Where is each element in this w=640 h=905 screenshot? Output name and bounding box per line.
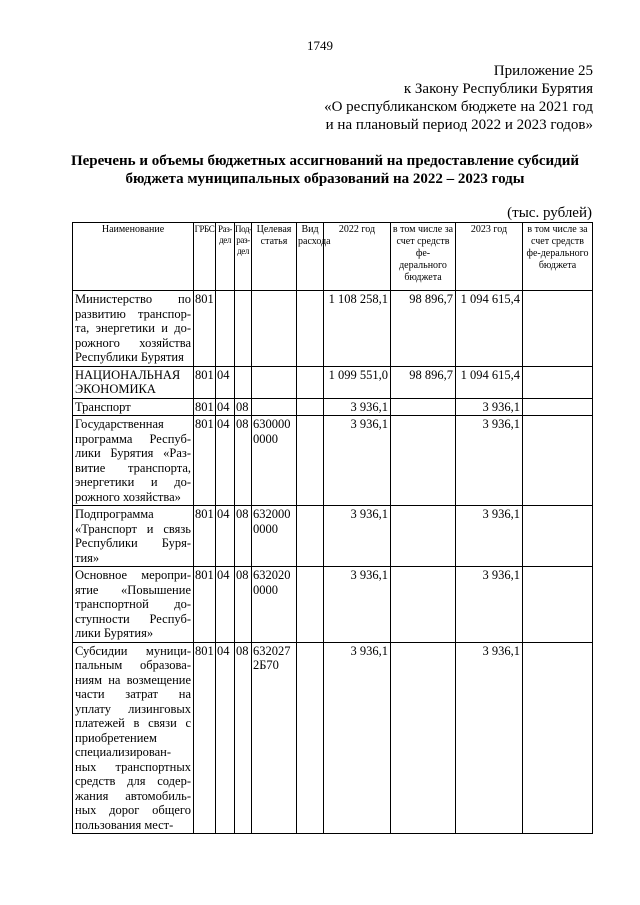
row-fed-2023 xyxy=(523,366,593,398)
row-podrazdel: 08 xyxy=(235,398,252,416)
budget-table xyxy=(72,222,593,834)
header-grbs: ГРБС xyxy=(194,223,216,291)
row-celevaya: 632020 0000 xyxy=(252,567,297,643)
row-2023: 3 936,1 xyxy=(456,567,523,643)
header-vid: Вид расхода xyxy=(297,223,324,291)
appendix-header xyxy=(324,62,593,134)
row-fed-2023 xyxy=(523,398,593,416)
header-celevaya: Целевая статья xyxy=(252,223,297,291)
row-fed-2023 xyxy=(523,291,593,367)
row-2022: 3 936,1 xyxy=(324,398,391,416)
row-grbs: 801 xyxy=(194,567,216,643)
appendix-line-3: «О республиканском бюджете на 2021 год xyxy=(324,99,593,115)
table-row xyxy=(73,567,593,643)
row-fed-2023 xyxy=(523,642,593,834)
appendix-line-4: и на плановый период 2022 и 2023 годов» xyxy=(325,117,593,133)
row-2023: 1 094 615,4 xyxy=(456,291,523,367)
row-vid xyxy=(297,416,324,506)
row-fed-2023 xyxy=(523,416,593,506)
header-2023: 2023 год xyxy=(456,223,523,291)
appendix-line-1: Приложение 25 xyxy=(493,63,593,79)
row-2022: 3 936,1 xyxy=(324,567,391,643)
table-row xyxy=(73,398,593,416)
row-name: Транспорт xyxy=(73,398,194,416)
row-grbs: 801 xyxy=(194,416,216,506)
row-fed-2022 xyxy=(391,416,456,506)
row-celevaya xyxy=(252,291,297,367)
row-razdel: 04 xyxy=(216,398,235,416)
table-row xyxy=(73,642,593,834)
row-fed-2022 xyxy=(391,567,456,643)
row-2022: 3 936,1 xyxy=(324,506,391,567)
row-2023: 3 936,1 xyxy=(456,506,523,567)
row-podrazdel: 08 xyxy=(235,506,252,567)
document-title xyxy=(60,152,590,188)
row-celevaya: 632027 2Б70 xyxy=(252,642,297,834)
row-grbs: 801 xyxy=(195,399,214,414)
row-grbs: 801 xyxy=(194,291,216,367)
row-razdel: 04 xyxy=(216,416,235,506)
row-2023: 1 094 615,4 xyxy=(456,366,523,398)
table-row xyxy=(73,291,593,367)
header-razdel: Раз-дел xyxy=(216,223,235,291)
row-vid xyxy=(297,642,324,834)
row-razdel: 04 xyxy=(216,567,235,643)
row-2022: 3 936,1 xyxy=(324,416,391,506)
row-razdel: 04 xyxy=(216,366,235,398)
row-vid xyxy=(297,366,324,398)
row-podrazdel xyxy=(235,366,252,398)
header-fed-2023: в том числе за счет средств фе-дерального бюджета xyxy=(523,223,593,291)
row-name: Подпрограмма «Транспорт и связь Республики Буря-тия» xyxy=(73,506,194,567)
table-body xyxy=(73,291,593,834)
units-label: (тыс. рублей) xyxy=(507,205,592,221)
row-celevaya xyxy=(252,366,297,398)
row-name: Министерство по развитию транспор-та, энергетики и до-рожного хозяйства Республики Бурятия xyxy=(73,291,194,367)
row-razdel xyxy=(216,291,235,367)
row-podrazdel: 08 xyxy=(235,567,252,643)
row-2023: 3 936,1 xyxy=(456,642,523,834)
row-fed-2022: 98 896,7 xyxy=(391,291,456,367)
row-podrazdel xyxy=(235,291,252,367)
title-line-2: бюджета муниципальных образований на 2022 – 2023 годы xyxy=(125,171,525,187)
row-celevaya: 630000 0000 xyxy=(252,416,297,506)
row-fed-2022 xyxy=(391,506,456,567)
row-podrazdel: 08 xyxy=(235,416,252,506)
table-row xyxy=(73,366,593,398)
row-2022: 3 936,1 xyxy=(324,642,391,834)
row-vid xyxy=(297,291,324,367)
row-fed-2023 xyxy=(523,567,593,643)
appendix-line-2: к Закону Республики Бурятия xyxy=(403,81,593,97)
row-name: Основное меропри-ятие «Повышение транспортной до-ступности Респуб-лики Бурятия» xyxy=(73,567,194,643)
row-grbs: 801 xyxy=(194,506,216,567)
row-fed-2022: 98 896,7 xyxy=(391,366,456,398)
header-fed-2022: в том числе за счет средств фе-дерального бюджета xyxy=(391,223,456,291)
title-line-1: Перечень и объемы бюджетных ассигнований на предоставление субсидий xyxy=(70,153,580,169)
row-podrazdel: 08 xyxy=(235,642,252,834)
row-fed-2022 xyxy=(391,398,456,416)
row-celevaya: 632000 0000 xyxy=(252,506,297,567)
row-celevaya xyxy=(252,398,297,416)
header-podrazdel: Под-раз-дел xyxy=(235,223,252,291)
row-vid xyxy=(297,506,324,567)
row-vid xyxy=(297,398,324,416)
row-grbs: 801 xyxy=(194,366,216,398)
table-header-row xyxy=(73,223,593,291)
header-name: Наименование xyxy=(73,223,194,291)
row-name: НАЦИОНАЛЬНАЯ ЭКОНОМИКА xyxy=(73,366,194,398)
row-razdel: 04 xyxy=(216,642,235,834)
row-vid xyxy=(297,567,324,643)
header-2022: 2022 год xyxy=(324,223,391,291)
row-2023: 3 936,1 xyxy=(456,416,523,506)
row-name: Субсидии муници-пальным образова-ниям на возмещение части затрат на уплату лизинговых платежей в связи с приобретением специализирован-ных транспортных средств для содер-жания автомобиль-ных дорог общего пользования мест- xyxy=(73,642,194,834)
row-fed-2022 xyxy=(391,642,456,834)
row-2022: 1 099 551,0 xyxy=(324,366,391,398)
row-grbs: 801 xyxy=(194,642,216,834)
row-razdel: 04 xyxy=(216,506,235,567)
row-2022: 1 108 258,1 xyxy=(324,291,391,367)
table-row xyxy=(73,506,593,567)
row-fed-2023 xyxy=(523,506,593,567)
row-name: Государственная программа Респуб-лики Бурятия «Раз-витие транспорта, энергетики и до-рожного хозяйства» xyxy=(73,416,194,506)
table-row xyxy=(73,416,593,506)
page-number: 1749 xyxy=(307,38,333,53)
row-2023: 3 936,1 xyxy=(456,398,523,416)
